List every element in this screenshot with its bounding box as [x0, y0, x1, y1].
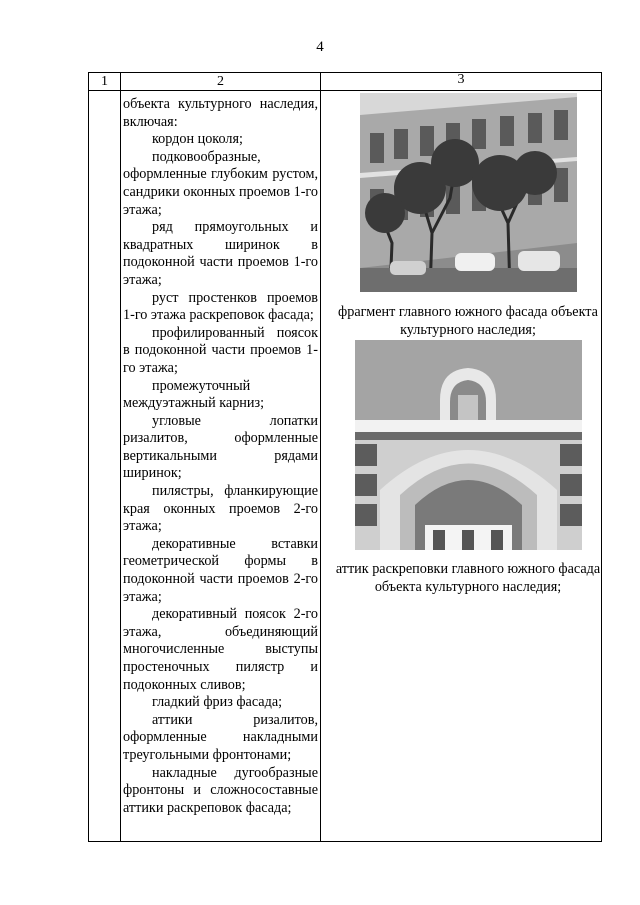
list-item: накладные дугообразные фронтоны и сложносоставные аттики раскреповок фасада; [123, 764, 318, 816]
list-item: ряд прямоугольных и квадратных ширинок в подоконной части проемов 1-го этажа; [123, 219, 318, 288]
features-list [123, 96, 318, 817]
list-item: профилированный поясок в подоконной части проемов 1-го этажа; [123, 324, 318, 376]
list-item: декоративные вставки геометрической формы в подоконной части проемов 2-го этажа; [123, 535, 318, 605]
page-number: 4 [316, 39, 324, 55]
column-header-3: 3 [457, 72, 465, 87]
list-item: угловые лопатки ризалитов, оформленные вертикальными рядами ширинок; [123, 412, 318, 482]
list-item: декоративный поясок 2-го этажа, объединяющий многочисленные выступы простеночных пилястр и подоконных сливов; [123, 606, 318, 693]
list-item: аттики ризалитов, оформленные накладными треугольными фронтонами; [123, 711, 318, 763]
list-item: гладкий фриз фасада; [152, 694, 283, 711]
list-item: руст простенков проемов 1-го этажа раскреповок фасада; [123, 289, 318, 324]
list-item: пилястры, фланкирующие края оконных проемов 2-го этажа; [123, 483, 318, 535]
list-item: кордон цоколя; [152, 131, 243, 148]
attic-photo [355, 340, 582, 550]
facade-fragment-photo [360, 93, 577, 292]
illustrations-column [323, 93, 613, 596]
list-item: объекта культурного наследия, включая: [123, 96, 318, 130]
photo-caption: фрагмент главного южного фасада объекта культурного наследия; [338, 304, 598, 338]
list-item: промежуточный междуэтажный карниз; [123, 377, 265, 412]
column-header-2: 2 [217, 74, 224, 89]
list-item: подковообразные, оформленные глубоким рустом, сандрики оконных проемов 1-го этажа; [123, 148, 318, 218]
column-header-1: 1 [101, 74, 108, 89]
photo-caption: аттик раскреповки главного южного фасада объекта культурного наследия; [335, 561, 601, 595]
